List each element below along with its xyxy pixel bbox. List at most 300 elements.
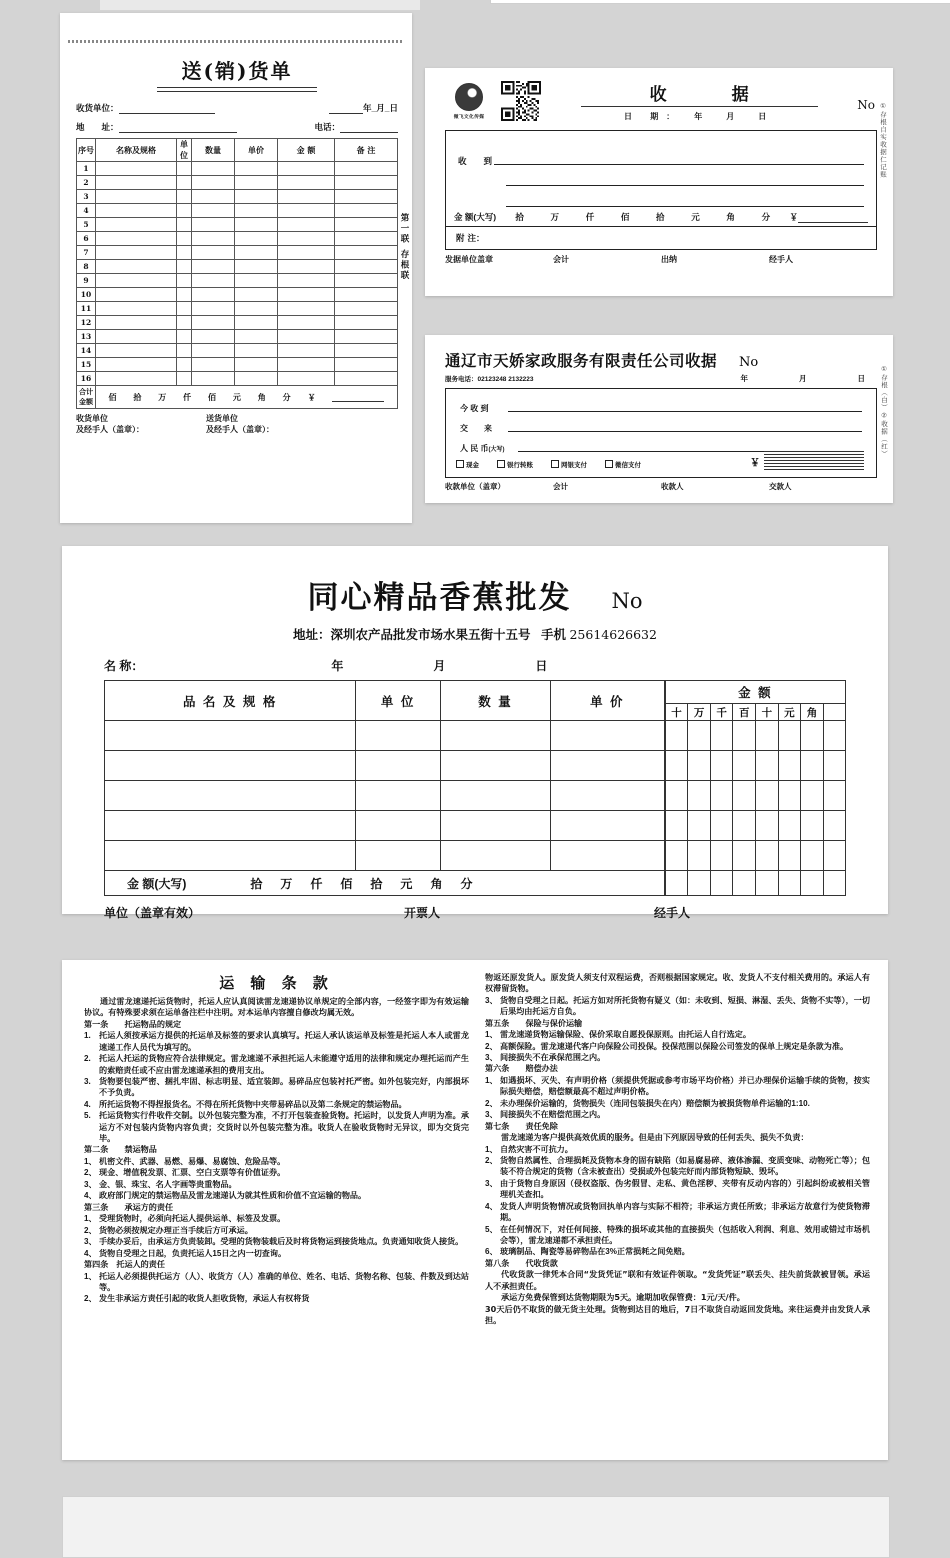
row-cell[interactable] [96, 316, 177, 330]
row-cell[interactable] [441, 781, 551, 811]
row-cell[interactable] [441, 811, 551, 841]
amount-digit-cell[interactable] [665, 811, 688, 841]
amount-digit-cell[interactable] [756, 841, 779, 871]
row-cell[interactable] [192, 372, 235, 386]
tongliao-signature-2[interactable]: 收款人 [661, 482, 684, 491]
row-cell[interactable] [105, 721, 356, 751]
row-cell[interactable] [177, 162, 192, 176]
row-cell[interactable] [105, 841, 356, 871]
amount-digit-cell[interactable] [778, 781, 801, 811]
table-row[interactable] [77, 344, 398, 358]
terms-item-text: 间接损失不在赔偿范围之内。 [500, 1110, 606, 1120]
tongliao-receipt-card[interactable] [425, 335, 893, 503]
payment-option-1[interactable] [497, 460, 533, 469]
amount-digit-cell[interactable] [801, 811, 824, 841]
row-index: 14 [77, 344, 96, 358]
row-cell[interactable] [192, 204, 235, 218]
receipt-signature-0[interactable]: 发据单位盖章 [445, 255, 493, 264]
rmb-label [460, 443, 504, 454]
row-cell[interactable] [96, 302, 177, 316]
payment-option-0[interactable] [456, 460, 479, 469]
bn-total-digit-cell[interactable] [733, 871, 756, 896]
amount-digit-cell[interactable] [733, 781, 756, 811]
terms-section-heading: 第六条 赔偿办法 [485, 1064, 558, 1074]
terms-item [485, 1098, 870, 1109]
row-cell[interactable] [278, 330, 335, 344]
row-cell[interactable] [235, 358, 278, 372]
terms-item-number: 3、 [485, 1110, 498, 1120]
row-cell[interactable] [356, 811, 441, 841]
row-cell[interactable] [278, 274, 335, 288]
bn-amount-unit-3: 百 [733, 704, 756, 721]
rmb-text: 人 民 币 [460, 444, 489, 453]
checkbox-icon[interactable] [551, 460, 559, 468]
amount-digit-cell[interactable] [778, 721, 801, 751]
table-row[interactable] [77, 288, 398, 302]
row-cell[interactable] [278, 218, 335, 232]
terms-item [485, 995, 870, 1018]
row-cell[interactable] [335, 316, 398, 330]
terms-item [485, 1052, 870, 1063]
row-cell[interactable] [96, 162, 177, 176]
terms-section-heading: 第二条 禁运物品 [84, 1145, 157, 1155]
table-row[interactable] [77, 316, 398, 330]
row-cell[interactable] [192, 162, 235, 176]
row-cell[interactable] [105, 811, 356, 841]
row-cell[interactable] [177, 302, 192, 316]
banana-no-label: No [611, 589, 643, 613]
row-cell[interactable] [550, 751, 664, 781]
paid-by-line[interactable] [508, 431, 862, 432]
row-cell[interactable] [177, 246, 192, 260]
amount-digit-cell[interactable] [688, 841, 711, 871]
terms-item-number: 4、 [84, 1248, 97, 1258]
row-cell[interactable] [335, 246, 398, 260]
row-cell[interactable] [105, 751, 356, 781]
row-cell[interactable] [96, 260, 177, 274]
terms-item [485, 1178, 870, 1201]
bn-total-digit-cell[interactable] [778, 871, 801, 896]
row-cell[interactable] [96, 344, 177, 358]
amount-digit-cell[interactable] [801, 841, 824, 871]
row-cell[interactable] [177, 372, 192, 386]
table-row[interactable] [77, 162, 398, 176]
received-line-2[interactable] [506, 185, 864, 186]
row-cell[interactable] [96, 246, 177, 260]
bn-col-1: 单 位 [356, 681, 441, 721]
payment-option-2[interactable] [551, 460, 587, 469]
amount-digit-cell[interactable] [688, 811, 711, 841]
amount-digit-cell[interactable] [823, 781, 845, 811]
row-cell[interactable] [278, 260, 335, 274]
row-cell[interactable] [192, 330, 235, 344]
row-cell[interactable] [550, 721, 664, 751]
row-cell[interactable] [192, 260, 235, 274]
amount-digit-cell[interactable] [665, 781, 688, 811]
dn-col-2: 单位 [177, 139, 192, 162]
terms-title: 运 输 条 款 [219, 975, 334, 992]
payment-method-group[interactable] [456, 460, 641, 469]
amount-digit-cell[interactable] [733, 751, 756, 781]
row-cell[interactable] [192, 316, 235, 330]
amount-digit-cell[interactable] [710, 751, 733, 781]
row-cell[interactable] [235, 218, 278, 232]
table-row[interactable] [77, 232, 398, 246]
delivery-items-table [76, 138, 398, 409]
amount-digit-cell[interactable] [688, 721, 711, 751]
row-cell[interactable] [235, 302, 278, 316]
amount-digit-cell[interactable] [778, 751, 801, 781]
row-cell[interactable] [278, 302, 335, 316]
transport-terms-card[interactable] [62, 960, 888, 1460]
bn-total-denom-3: 佰 [340, 876, 371, 891]
terms-item-text: 自然灾害不可抗力。 [500, 1144, 573, 1154]
row-cell[interactable] [192, 246, 235, 260]
receipt-signature-2[interactable]: 出纳 [661, 255, 677, 264]
row-cell[interactable] [278, 246, 335, 260]
bn-total-denom-2: 仟 [310, 876, 341, 891]
row-cell[interactable] [235, 288, 278, 302]
receipt-header [425, 68, 893, 122]
row-cell[interactable] [192, 232, 235, 246]
amount-digit-cell[interactable] [756, 811, 779, 841]
banana-header-row [105, 681, 846, 704]
amount-digit-cell[interactable] [801, 721, 824, 751]
checkbox-icon[interactable] [497, 460, 505, 468]
row-cell[interactable] [441, 751, 551, 781]
terms-item [84, 1076, 469, 1099]
row-cell[interactable] [177, 218, 192, 232]
row-cell[interactable] [356, 721, 441, 751]
row-cell[interactable] [96, 372, 177, 386]
amount-digit-cell[interactable] [778, 841, 801, 871]
tongliao-body [445, 388, 877, 478]
dn-total-denominations[interactable] [96, 386, 398, 409]
row-cell[interactable] [278, 316, 335, 330]
row-cell[interactable] [335, 302, 398, 316]
amount-digit-cell[interactable] [733, 721, 756, 751]
row-cell[interactable] [335, 344, 398, 358]
phone-label: 电话： [314, 122, 340, 132]
row-cell[interactable] [192, 218, 235, 232]
bn-total-digit-cell[interactable] [756, 871, 779, 896]
terms-item [84, 1293, 469, 1304]
received-today-line[interactable] [508, 411, 862, 412]
denom-7: 分 [282, 391, 291, 402]
amount-digit-cell[interactable] [823, 751, 845, 781]
row-cell[interactable] [335, 358, 398, 372]
row-cell[interactable] [356, 781, 441, 811]
row-cell[interactable] [356, 841, 441, 871]
amount-digit-cell[interactable] [710, 841, 733, 871]
amount-digit-cell[interactable] [823, 721, 845, 751]
row-cell[interactable] [335, 176, 398, 190]
amount-digit-cell[interactable] [801, 751, 824, 781]
row-cell[interactable] [235, 274, 278, 288]
address-value: 深圳农产品批发市场水果五街十五号 [330, 628, 531, 642]
terms-section-heading: 第四条 托运人的责任 [84, 1259, 165, 1269]
banana-items-table [104, 680, 846, 896]
payment-option-3[interactable] [605, 460, 641, 469]
row-cell[interactable] [235, 372, 278, 386]
bn-amount-unit-5: 元 [778, 704, 801, 721]
terms-item-text: 托运货物实行件收件交制。以外包装完整为准，不打开包装查验货物。托运时，以发货人声明为准。承运方不对包装内货物内容负责；交货时以外包装完整为准。收货人在验收货物时无异议，即为交货完毕。 [99, 1111, 469, 1144]
row-cell[interactable] [356, 751, 441, 781]
row-cell[interactable] [335, 260, 398, 274]
row-cell[interactable] [550, 811, 664, 841]
terms-item-number: 1、 [84, 1271, 97, 1281]
terms-paragraph: 承运方免费保管到达货物期限为5天。逾期加收保管费：1元/天/件。 [501, 1292, 745, 1303]
dn-col-4: 单价 [235, 139, 278, 162]
received-line-1[interactable] [494, 164, 864, 165]
table-row[interactable] [77, 246, 398, 260]
row-index: 15 [77, 358, 96, 372]
row-cell[interactable] [278, 232, 335, 246]
table-row[interactable] [77, 330, 398, 344]
table-row[interactable] [77, 176, 398, 190]
bn-amount-unit-4: 十 [756, 704, 779, 721]
bn-total-denom-0: 拾 [250, 876, 281, 891]
row-cell[interactable] [177, 358, 192, 372]
amount-digit-cell[interactable] [665, 721, 688, 751]
row-cell[interactable] [550, 781, 664, 811]
row-cell[interactable] [177, 204, 192, 218]
row-cell[interactable] [335, 204, 398, 218]
terms-right-column [485, 972, 870, 1326]
row-cell[interactable] [96, 288, 177, 302]
row-cell[interactable] [278, 372, 335, 386]
row-cell[interactable] [177, 274, 192, 288]
row-cell[interactable] [335, 372, 398, 386]
terms-item-number: 2、 [84, 1168, 97, 1178]
terms-item-number: 3. [84, 1077, 91, 1087]
row-cell[interactable] [96, 358, 177, 372]
table-row[interactable] [105, 781, 846, 811]
row-cell[interactable] [96, 204, 177, 218]
amount-digit-cell[interactable] [665, 841, 688, 871]
received-line-3[interactable] [506, 206, 864, 207]
banana-signature-2[interactable]: 经手人 [654, 906, 691, 920]
table-row[interactable] [77, 274, 398, 288]
row-cell[interactable] [278, 162, 335, 176]
row-cell[interactable] [177, 288, 192, 302]
denom-4: 佰 [208, 391, 216, 402]
terms-item-text: 货物要包装严密、捆扎牢固、标志明显、适宜装卸。易碎品应包装衬托严密。如外包装完好，内部损坏不予负责。 [99, 1077, 469, 1098]
row-cell[interactable] [177, 190, 192, 204]
title-underline [157, 87, 317, 95]
top-strip-left [100, 0, 420, 10]
checkbox-icon[interactable] [605, 460, 613, 468]
table-row[interactable] [105, 811, 846, 841]
amount-digit-cell[interactable] [823, 811, 845, 841]
banana-invoice-card[interactable] [62, 546, 888, 920]
row-cell[interactable] [278, 204, 335, 218]
delivery-note-card[interactable] [60, 13, 412, 523]
bn-total-digit-cell[interactable] [665, 871, 688, 896]
row-cell[interactable] [235, 176, 278, 190]
sender-sign-line2: 及经手人（盖章）： [206, 425, 274, 434]
amount-hatch-area[interactable] [764, 451, 864, 471]
table-row[interactable] [105, 721, 846, 751]
amount-digit-cell[interactable] [756, 751, 779, 781]
row-cell[interactable] [192, 190, 235, 204]
terms-item-text: 手续办妥后，由承运方负责装卸。受理的货物装载后及时将货物运到接货地点。负责通知收货人接货。 [99, 1237, 464, 1247]
terms-section-heading: 第一条 托运物品的规定 [84, 1019, 182, 1029]
receipt-divider [446, 226, 876, 227]
tongliao-signature-1[interactable]: 会计 [553, 482, 568, 491]
row-cell[interactable] [235, 330, 278, 344]
row-cell[interactable] [278, 176, 335, 190]
terms-item-number: 2、 [84, 1294, 97, 1304]
table-row[interactable] [77, 358, 398, 372]
receipt-signature-3[interactable]: 经手人 [769, 255, 793, 264]
dn-total-input-line[interactable] [332, 393, 384, 402]
bn-total-digit-cell[interactable] [688, 871, 711, 896]
date-label: 年_月_日 [363, 103, 398, 113]
amount-digit-cell[interactable] [688, 751, 711, 781]
amount-digit-cell[interactable] [688, 781, 711, 811]
amount-digit-cell[interactable] [756, 781, 779, 811]
row-cell[interactable] [278, 358, 335, 372]
top-strip-right [490, 0, 950, 4]
amount-digit-cell[interactable] [665, 751, 688, 781]
received-today-label: 今 收 到 [460, 404, 489, 413]
row-cell[interactable] [278, 190, 335, 204]
no-text: No [857, 98, 875, 112]
amount-digit-cell[interactable] [733, 841, 756, 871]
row-cell[interactable] [177, 232, 192, 246]
denom-3: 仟 [183, 391, 192, 402]
row-cell[interactable] [192, 344, 235, 358]
terms-item-number: 5、 [485, 1224, 498, 1234]
amount-digit-cell[interactable] [823, 841, 845, 871]
row-cell[interactable] [335, 288, 398, 302]
table-row[interactable] [77, 218, 398, 232]
terms-item-text: 货物自受理之日起，负责托运人15日之内一切查询。 [99, 1248, 287, 1258]
row-cell[interactable] [177, 330, 192, 344]
banana-signature-0[interactable]: 单位（盖章有效） [104, 906, 201, 920]
checkbox-icon[interactable] [456, 460, 464, 468]
row-cell[interactable] [235, 204, 278, 218]
receipt-body [445, 130, 877, 250]
tongliao-vertical-note: ①存根（白）②收据（红） [880, 365, 887, 458]
row-cell[interactable] [235, 190, 278, 204]
terms-item-text: 所托运货物不得捏报货名。不得在所托货物中夹带易碎品以及第二条规定的禁运物品。 [99, 1099, 407, 1109]
bn-amount-unit-1: 万 [688, 704, 711, 721]
table-row[interactable] [77, 302, 398, 316]
dn-col-1: 名称及规格 [96, 139, 177, 162]
bn-total-digit-cell[interactable] [823, 871, 845, 896]
row-cell[interactable] [278, 344, 335, 358]
row-cell[interactable] [235, 232, 278, 246]
row-cell[interactable] [96, 218, 177, 232]
terms-item-number: 1、 [84, 1157, 97, 1167]
dn-col-3: 数量 [192, 139, 235, 162]
mobile-label: 手机 [540, 628, 566, 642]
table-row[interactable] [77, 260, 398, 274]
row-cell[interactable] [177, 176, 192, 190]
bn-total-digit-cell[interactable] [710, 871, 733, 896]
row-cell[interactable] [335, 274, 398, 288]
terms-item [84, 1271, 469, 1294]
bn-total-digit-cell[interactable] [801, 871, 824, 896]
row-index: 1 [77, 162, 96, 176]
row-cell[interactable] [335, 232, 398, 246]
row-cell[interactable] [441, 721, 551, 751]
amount-digit-cell[interactable] [733, 811, 756, 841]
amount-digit-cell[interactable] [778, 811, 801, 841]
terms-item [84, 1156, 469, 1167]
tongliao-signature-3[interactable]: 交款人 [769, 482, 792, 491]
receipt-signature-1[interactable]: 会计 [553, 255, 569, 264]
row-cell[interactable] [96, 330, 177, 344]
row-cell[interactable] [235, 316, 278, 330]
row-cell[interactable] [192, 302, 235, 316]
row-cell[interactable] [96, 176, 177, 190]
banana-title: 同心精品香蕉批发 [307, 580, 572, 615]
receipt-card[interactable] [425, 68, 893, 296]
receiver-sign-line2: 及经手人（盖章）： [76, 425, 144, 434]
table-row[interactable] [77, 372, 398, 386]
row-cell[interactable] [177, 344, 192, 358]
row-cell[interactable] [177, 260, 192, 274]
row-cell[interactable] [335, 162, 398, 176]
row-cell[interactable] [235, 246, 278, 260]
row-index: 5 [77, 218, 96, 232]
row-cell[interactable] [335, 330, 398, 344]
customer-name-label: 名 称： [104, 659, 144, 673]
amount-digit-cell[interactable] [710, 811, 733, 841]
row-cell[interactable] [192, 288, 235, 302]
row-cell[interactable] [177, 316, 192, 330]
amount-digit-cell[interactable] [710, 721, 733, 751]
table-row[interactable] [105, 841, 846, 871]
row-cell[interactable] [335, 190, 398, 204]
qr-code-icon[interactable] [501, 81, 541, 121]
tongliao-date-label: 年 月 日 [740, 374, 877, 383]
row-cell[interactable] [278, 288, 335, 302]
row-cell[interactable] [235, 344, 278, 358]
table-row[interactable] [77, 190, 398, 204]
row-cell[interactable] [105, 781, 356, 811]
mobile-value: 25614626632 [569, 627, 657, 642]
terms-item-number: 3、 [84, 1179, 97, 1189]
denom-5: 元 [232, 391, 241, 402]
table-row[interactable] [105, 751, 846, 781]
bottom-partial-card [62, 1496, 890, 1558]
amount-digit-cell[interactable] [756, 721, 779, 751]
row-cell[interactable] [235, 162, 278, 176]
amount-digit-cell[interactable] [801, 781, 824, 811]
table-row[interactable] [77, 204, 398, 218]
row-cell[interactable] [235, 260, 278, 274]
service-phone-label: 服务电话： [445, 376, 478, 383]
row-cell[interactable] [192, 358, 235, 372]
banana-signature-1[interactable]: 开票人 [404, 906, 441, 920]
row-cell[interactable] [550, 841, 664, 871]
row-cell[interactable] [192, 274, 235, 288]
row-cell[interactable] [96, 232, 177, 246]
amount-digit-cell[interactable] [710, 781, 733, 811]
tongliao-signature-0[interactable]: 收款单位（盖章） [445, 482, 505, 491]
row-cell[interactable] [335, 218, 398, 232]
row-cell[interactable] [96, 190, 177, 204]
row-cell[interactable] [96, 274, 177, 288]
row-index: 10 [77, 288, 96, 302]
row-index: 4 [77, 204, 96, 218]
row-cell[interactable] [441, 841, 551, 871]
row-cell[interactable] [192, 176, 235, 190]
